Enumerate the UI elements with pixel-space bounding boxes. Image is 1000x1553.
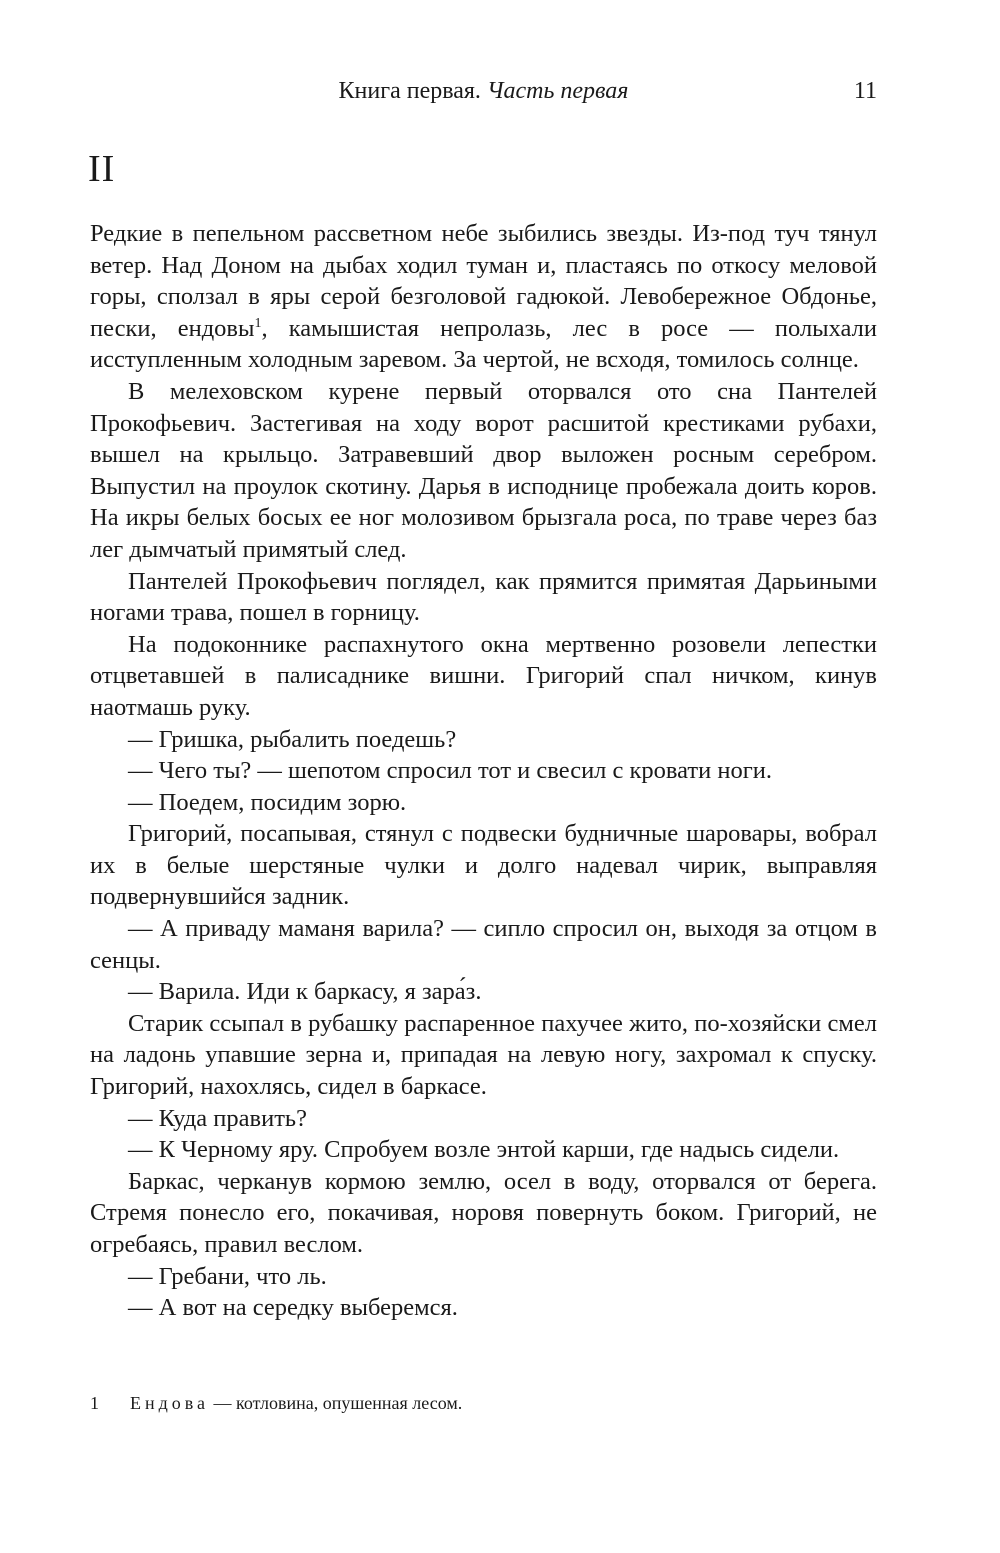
dialogue-line: — А вот на середку выберемся. (128, 1294, 458, 1322)
paragraph: Редкие в пепельном рассветном небе зыбились звезды. Из-под туч тянул ветер. Над Доном на дыбах ходил туман и, пластаясь по откосу меловой горы, сползал в яры серой безголовой гадюкой. Левобережное Обдонье, пески, ендовы$^1$, камышистая непролазь, лес в росе — полыхали исступленным холодным заревом. За чертой, не всходя, томилось солнце. (90, 220, 877, 374)
footnote-ref[interactable]: 1 (254, 315, 262, 331)
running-header (90, 74, 877, 108)
footnote-term: Ендова (130, 1393, 210, 1413)
dialogue-line: — К Черному яру. Спробуем возле энтой карши, где надысь сидели. (128, 1136, 840, 1164)
paragraph: Пантелей Прокофьевич поглядел, как прямится примятая Дарьиными ногами трава, пошел в горницу. (90, 567, 877, 627)
paragraph: На подоконнике распахнутого окна мертвенно розовели лепестки отцветавшей в палисаднике вишни. Григорий спал ничком, кинув наотмашь руку. (90, 630, 877, 721)
footnote-definition: — котловина, опушенная лесом. (213, 1393, 463, 1413)
running-title (90, 74, 877, 108)
footnote-number: 1 (90, 1393, 99, 1413)
paragraph: В мелеховском курене первый оторвался ото сна Пантелей Прокофьевич. Застегивая на ходу ворот расшитой крестиками рубахи, вышел на крыльцо. Затравевший двор выложен росным серебром. Выпустил на проулок скотину. Дарья в исподнице пробежала доить коров. На икры белых босых ее ног молозивом брызгала роса, по траве через баз лег дымчатый примятый след. (90, 377, 877, 563)
paragraph: Старик ссыпал в рубашку распаренное пахучее жито, по-хозяйски смел на ладонь упавшие зерна и, припадая на левую ногу, захромал к спуску. Григорий, нахохлясь, сидел в баркасе. (90, 1009, 877, 1101)
dialogue-line: — Чего ты? — шепотом спросил тот и свесил с кровати ноги. (128, 757, 773, 785)
dialogue-line: — Куда править? (128, 1104, 307, 1132)
body-text (90, 218, 877, 1324)
footnote (90, 1390, 877, 1416)
dialogue-line: — Варила. Иди к баркасу, я зара́з. (128, 978, 482, 1006)
page-number: 11 (853, 78, 877, 104)
book-title: Книга первая. (338, 78, 481, 104)
dialogue-line: — Гребани, что ль. (128, 1262, 327, 1290)
part-title: Часть первая (486, 78, 629, 104)
paragraph: Григорий, посапывая, стянул с подвески будничные шаровары, вобрал их в белые шерстяные чулки и долго надевал чирик, выправляя подвернувшийся задник. (90, 820, 877, 911)
paragraph: Баркас, черканув кормою землю, осел в воду, оторвался от берега. Стремя понесло его, покачивая, норовя повернуть боком. Григорий, не огребаясь, правил веслом. (90, 1167, 877, 1258)
dialogue-line: — Поедем, посидим зорю. (128, 788, 407, 816)
chapter-number: II (88, 148, 116, 190)
dialogue-line: — Гришка, рыбалить поедешь? (128, 725, 457, 753)
dialogue-line: — А приваду маманя варила? — сипло спросил он, выходя за отцом в сенцы. (90, 915, 877, 974)
